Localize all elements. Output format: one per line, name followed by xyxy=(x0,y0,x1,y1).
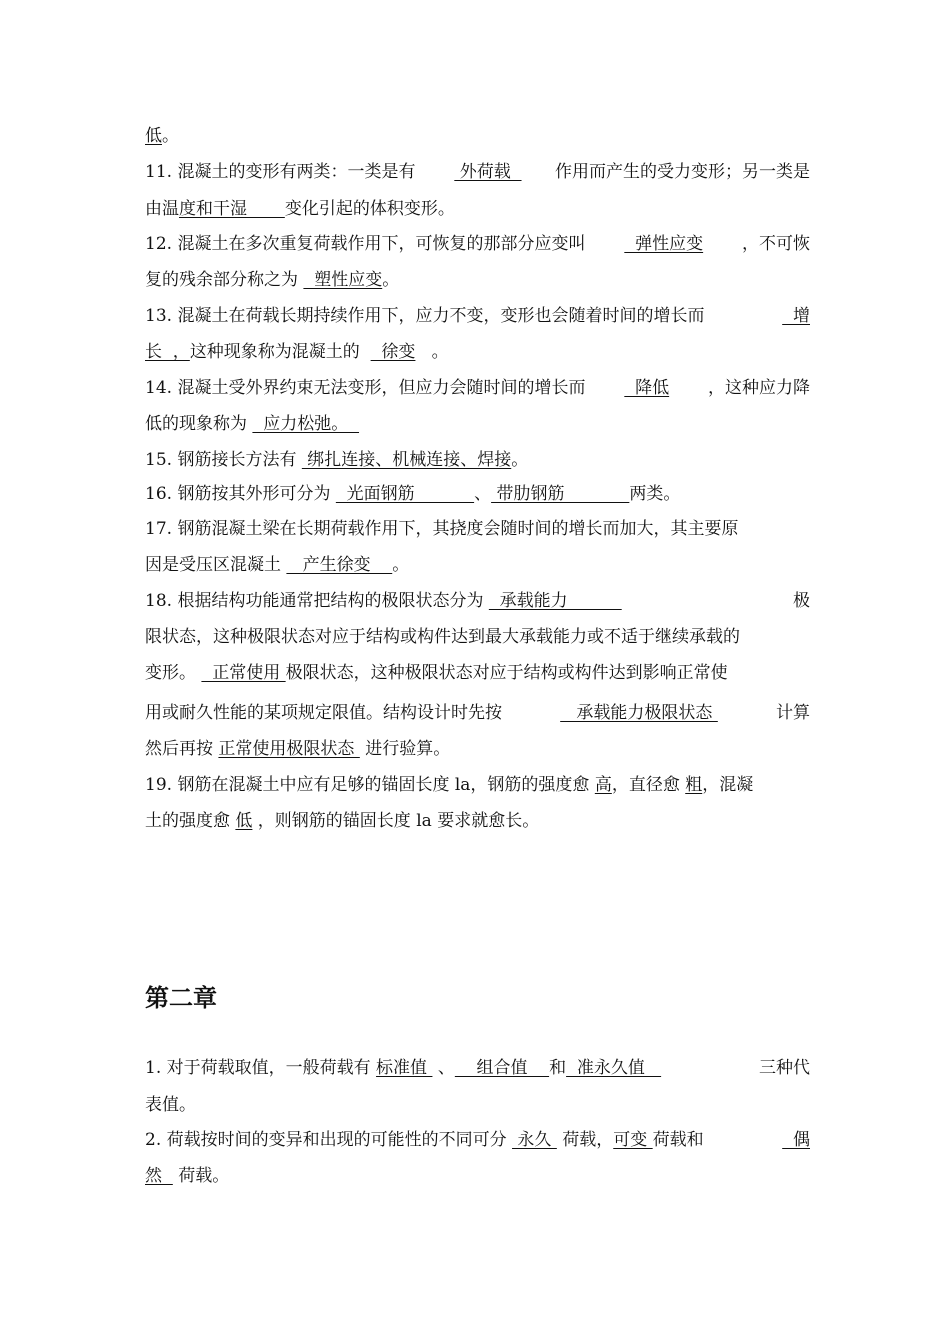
text: 变化引起的体积变形。 xyxy=(284,199,455,219)
text: 和 xyxy=(549,1058,567,1078)
q16-line xyxy=(145,482,810,506)
text: ，这种应力降 xyxy=(707,378,810,398)
answer-blank: 弹性应变 xyxy=(624,234,704,254)
answer-blank: 偶 xyxy=(782,1130,810,1150)
text: ，则钢筋的锚固长度 la 要求就愈长。 xyxy=(252,811,540,831)
answer-blank: 标准值 xyxy=(376,1058,433,1078)
text: 低的现象称为 xyxy=(145,414,253,434)
text: 表值。 xyxy=(145,1095,196,1115)
c2q2-line-1 xyxy=(145,1128,810,1152)
text: 15. 钢筋接长方法有 xyxy=(145,450,302,470)
answer-blank: 承载能力 xyxy=(488,591,622,611)
text: ，混凝 xyxy=(702,775,754,795)
q12-line-1 xyxy=(145,232,810,256)
text: 极 xyxy=(793,591,810,611)
c2q1-line-2 xyxy=(145,1093,810,1117)
answer-blank: 低 xyxy=(235,811,253,831)
q18-line-4 xyxy=(145,701,810,725)
q11-line-1 xyxy=(145,160,810,184)
answer-blank: 正常使用极限状态 xyxy=(218,739,360,759)
text: 复的残余部分称之为 xyxy=(145,270,304,290)
q14-line-1 xyxy=(145,376,810,400)
answer-blank: 承载能力极限状态 xyxy=(560,703,718,723)
answer-blank: 徐变 xyxy=(370,342,416,362)
q15-line xyxy=(145,448,810,472)
text: ，直径愈 xyxy=(611,775,686,795)
answer-blank: 外荷载 xyxy=(454,162,522,182)
text: 。 xyxy=(382,270,400,290)
answer-blank: 永久 xyxy=(512,1130,557,1150)
text: 12. 混凝土在多次重复荷载作用下，可恢复的那部分应变叫 xyxy=(145,234,586,254)
text: 进行验算。 xyxy=(359,739,451,759)
text: 16. 钢筋按其外形可分为 xyxy=(145,484,336,504)
text: 用或耐久性能的某项规定限值。结构设计时先按 xyxy=(145,703,502,723)
q18-line-2 xyxy=(145,625,810,649)
answer-blank: 光面钢筋 xyxy=(335,484,475,504)
answer-blank: 增 xyxy=(782,306,810,326)
q14-line-2 xyxy=(145,412,810,436)
text: 、 xyxy=(432,1058,455,1078)
q19-line-1 xyxy=(145,773,810,797)
text: 。 xyxy=(392,555,410,575)
q19-line-2 xyxy=(145,809,810,833)
answer-blank: 降低 xyxy=(624,378,670,398)
text: 13. 混凝土在荷载长期持续作用下，应力不变，变形也会随着时间的增长而 xyxy=(145,306,705,326)
text: 三种代 xyxy=(759,1058,810,1078)
q18-line-1 xyxy=(145,589,810,613)
text: ，不可恢 xyxy=(741,234,810,254)
q10-tail-line xyxy=(145,124,810,148)
text: 限状态，这种极限状态对应于结构或构件达到最大承载能力或不适于继续承载的 xyxy=(145,627,740,647)
answer-blank: 可变 xyxy=(613,1130,653,1150)
q18-line-3 xyxy=(145,661,810,685)
text: 变形。 xyxy=(145,663,202,683)
text: 由温 xyxy=(145,199,179,219)
q12-line-2 xyxy=(145,268,810,292)
answer-blank: 带肋钢筋 xyxy=(491,484,630,504)
answer-blank: 塑性应变 xyxy=(303,270,383,290)
text: 土的强度愈 xyxy=(145,811,236,831)
text: 17. 钢筋混凝土梁在长期荷载作用下，其挠度会随时间的增长而加大，其主要原 xyxy=(145,519,739,539)
text: 19. 钢筋在混凝土中应有足够的锚固长度 la，钢筋的强度愈 xyxy=(145,775,595,795)
q11-line-2 xyxy=(145,197,810,221)
q17-line-2 xyxy=(145,553,810,577)
text: 1. 对于荷载取值，一般荷载有 xyxy=(145,1058,377,1078)
text: 荷载。 xyxy=(172,1166,230,1186)
text: 。 xyxy=(415,342,449,362)
text: 11. 混凝土的变形有两类：一类是有 xyxy=(145,162,421,182)
answer-blank: 绑扎连接、机械连接、焊接 xyxy=(301,450,512,470)
text: 然后再按 xyxy=(145,739,219,759)
text: 极限状态，这种极限状态对应于结构或构件达到影响正常使 xyxy=(285,663,728,683)
answer-blank: 产生徐变 xyxy=(286,555,393,575)
text: 、 xyxy=(474,484,492,504)
c2q1-line-1 xyxy=(145,1056,810,1080)
answer-blank: 长 ， xyxy=(145,342,190,362)
text: 因是受压区混凝土 xyxy=(145,555,287,575)
text: 计算 xyxy=(776,703,810,723)
answer-blank: 低 xyxy=(145,126,162,146)
q18-line-5 xyxy=(145,737,810,761)
answer-blank: 组合值 xyxy=(454,1058,550,1078)
q17-line-1 xyxy=(145,517,810,541)
text: 2. 荷载按时间的变异和出现的可能性的不同可分 xyxy=(145,1130,513,1150)
text: 这种现象称为混凝土的 xyxy=(189,342,371,362)
answer-blank: 然 xyxy=(145,1166,173,1186)
text: 作用而产生的受力变形；另一类是 xyxy=(555,162,810,182)
chapter-heading: 第二章 xyxy=(145,984,217,1012)
text: 。 xyxy=(511,450,529,470)
text: 荷载和 xyxy=(652,1130,710,1150)
text: 14. 混凝土受外界约束无法变形，但应力会随时间的增长而 xyxy=(145,378,586,398)
q13-line-1 xyxy=(145,304,810,328)
text: 两类。 xyxy=(629,484,681,504)
text: 荷载， xyxy=(556,1130,614,1150)
answer-blank: 高 xyxy=(594,775,612,795)
text: 。 xyxy=(162,126,179,146)
answer-blank: 度和干湿 xyxy=(179,199,285,219)
q13-line-2 xyxy=(145,340,810,364)
c2q2-line-2 xyxy=(145,1164,810,1188)
answer-blank: 准永久值 xyxy=(566,1058,662,1078)
answer-blank: 应力松弛。 xyxy=(252,414,360,434)
answer-blank: 正常使用 xyxy=(201,663,286,683)
text: 18. 根据结构功能通常把结构的极限状态分为 xyxy=(145,591,489,611)
answer-blank: 粗 xyxy=(685,775,703,795)
